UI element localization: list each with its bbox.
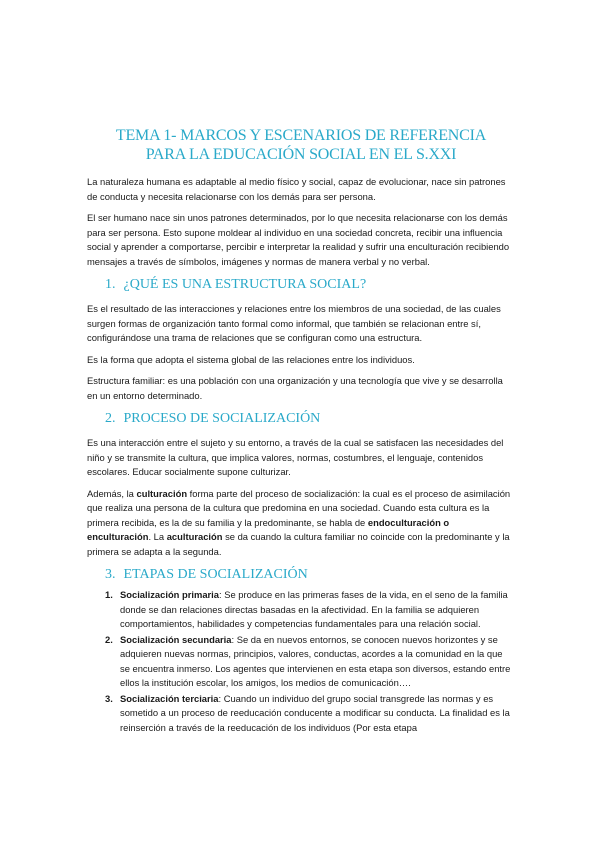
title-line-1: TEMA 1- MARCOS Y ESCENARIOS DE REFERENCIA [115, 127, 487, 144]
text-run: se da cuando la cultura familiar no coincide con la predominante y la primera se adapta a la segunda. [87, 531, 510, 557]
list-item [87, 633, 515, 691]
term-culturacion: culturación [136, 487, 188, 499]
section-1-paragraph-1: Es el resultado de las interacciones y relaciones entre los miembros de una sociedad, de las cuales surgen formas de organización tanto formal como informal, que también se relacionan entre sí, configurándose una trama de relaciones que se configuran como una estructura. [87, 303, 501, 343]
intro-paragraph-2: El ser humano nace sin unos patrones determinados, por lo que necesita relacionarse con los demás para ser persona. Esto supone moldear al individuo en una sociedad concreta, recibir una influencia social y aprender a comportarse, percibir e interpretar la realidad y sufrir una enculturación recibiendo mensajes a través de símbolos, imágenes y normas de manera verbal y no verbal. [87, 212, 510, 267]
stages-list [87, 588, 515, 735]
list-item-text: : Se da en nuevos entornos, se conocen nuevos horizontes y se adquieren nuevas normas, principios, valores, conductas, acordes a la comunidad en la que se encuentra inmerso. Los agentes que intervienen en esta etapa son diversos, estando entre ellos la institución escolar, los amigos, los medios de comunicación…. [120, 633, 511, 688]
section-2-heading-text: PROCESO DE SOCIALIZACIÓN [123, 411, 321, 426]
title-line-2: PARA LA EDUCACIÓN SOCIAL EN EL S.XXI [145, 146, 457, 163]
text-run: forma parte del proceso de socialización: la cual es el proceso de asimilación que realiza una persona de la cultura que predomina en una sociedad. Cuando esta cultura es la primera recibida, es la de su familia y la predominante, se habla de [87, 487, 511, 528]
section-2-heading [105, 410, 515, 428]
section-1-paragraph-3: Estructura familiar: es una población con una organización y una tecnología que vive y se desarrolla en un entorno determinado. [87, 375, 503, 401]
section-1-paragraph-2: Es la forma que adopta el sistema global de las relaciones entre los individuos. [87, 353, 415, 365]
section-1-heading [105, 276, 515, 294]
list-item-number: 2. [105, 633, 113, 645]
list-item-text: : Cuando un individuo del grupo social transgrede las normas y es sometido a un proceso de reeducación conducente a modificar su conducta. La finalidad es la reinserción a través de la reeducación de los individuos (Por esta etapa [120, 692, 510, 733]
intro-paragraph-1: La naturaleza humana es adaptable al medio físico y social, capaz de evolucionar, nace sin patrones de conducta y necesita relacionarse con los demás para ser persona. [87, 176, 506, 202]
term-aculturacion: aculturación [166, 531, 223, 542]
term-endoculturacion: endoculturación o enculturación [87, 516, 450, 542]
text-run: Además, la [87, 487, 137, 499]
list-item-term: Socialización terciaria [120, 692, 219, 704]
list-item [87, 588, 515, 632]
section-2-paragraph-1: Es una interacción entre el sujeto y su entorno, a través de la cual se satisfacen las necesidades del niño y se transmite la cultura, que implica valores, normas, costumbres, el lenguaje, contenidos escolares. Educar socialmente supone culturizar. [87, 437, 504, 477]
list-item-number: 3. [105, 692, 113, 704]
section-3-number: 3. [105, 567, 116, 582]
list-item [87, 692, 515, 736]
section-3-heading-text: ETAPAS DE SOCIALIZACIÓN [123, 567, 308, 582]
page-title [87, 126, 515, 164]
list-item-term: Socialización primaria [120, 589, 219, 600]
section-2-number: 2. [105, 411, 116, 426]
list-item-text: : Se produce en las primeras fases de la vida, en el seno de la familia donde se dan relaciones directas basadas en la afectividad. En la familia se adquieren comportamientos, habilidades y competencias fundamentales para una relación social. [120, 589, 508, 629]
list-item-number: 1. [105, 589, 113, 600]
section-3-heading [105, 566, 515, 584]
list-item-term: Socialización secundaria [120, 633, 232, 645]
section-1-heading-text: ¿QUÉ ES UNA ESTRUCTURA SOCIAL? [123, 277, 367, 292]
text-run: . La [148, 531, 167, 542]
section-1-number: 1. [105, 277, 116, 292]
section-2-paragraph-2 [87, 487, 515, 560]
